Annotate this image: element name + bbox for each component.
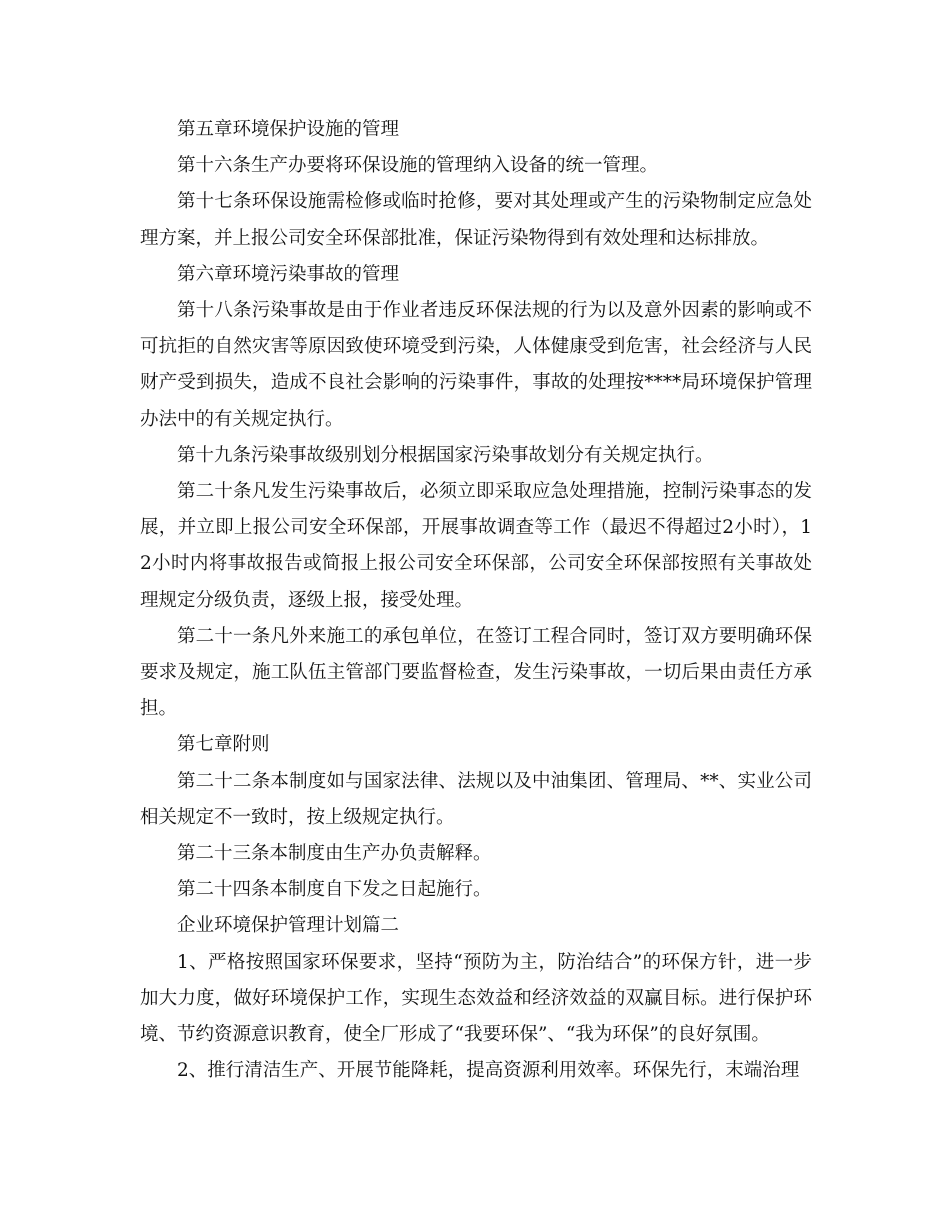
article-19: 第十九条污染事故级别划分根据国家污染事故划分有关规定执行。 <box>177 444 714 466</box>
article-20: 第二十条凡发生污染事故后，必须立即采取应急处理措施，控制污染事态的发展，并立即上报公司安全环保部，开展事故调查等工作（最迟不得超过2小时），12小时内将事故报告或简报上报公司安全环保部，公司安全环保部按照有关事故处理规定分级负责，逐级上报，接受处理。 <box>140 481 812 611</box>
article-16: 第十六条生产办要将环保设施的管理纳入设备的统一管理。 <box>177 155 659 177</box>
article-17: 第十七条环保设施需检修或临时抢修，要对其处理或产生的污染物制定应急处理方案，并上报公司安全环保部批准，保证污染物得到有效处理和达标排放。 <box>140 191 812 249</box>
plan-item-2: 2、推行清洁生产、开展节能降耗，提高资源利用效率。环保先行，末端治理 <box>177 1060 800 1082</box>
article-22: 第二十二条本制度如与国家法律、法规以及中油集团、管理局、**、实业公司相关规定不一致时，按上级规定执行。 <box>140 770 812 828</box>
article-23: 第二十三条本制度由生产办负责解释。 <box>177 843 492 865</box>
chapter-heading-6: 第六章环境污染事故的管理 <box>177 263 400 285</box>
chapter-heading-5: 第五章环境保护设施的管理 <box>177 119 400 140</box>
article-24: 第二十四条本制度自下发之日起施行。 <box>177 879 492 901</box>
document-body <box>140 112 812 1089</box>
article-18: 第十八条污染事故是由于作业者违反环保法规的行为以及意外因素的影响或不可抗拒的自然灾害等原因致使环境受到污染，人体健康受到危害，社会经济与人民财产受到损失，造成不良社会影响的污染事件，事故的处理按****局环境保护管理办法中的有关规定执行。 <box>140 300 812 430</box>
article-21: 第二十一条凡外来施工的承包单位，在签订工程合同时，签订双方要明确环保要求及规定，施工队伍主管部门要监督检查，发生污染事故，一切后果由责任方承担。 <box>140 625 812 720</box>
plan-item-1: 1、严格按照国家环保要求，坚持“预防为主，防治结合”的环保方针，进一步加大力度，做好环境保护工作，实现生态效益和经济效益的双赢目标。进行保护环境、节约资源意识教育，使全厂形成了“我要环保”、“我为环保”的良好氛围。 <box>140 951 812 1046</box>
section-heading-part-2: 企业环境保护管理计划篇二 <box>177 915 400 937</box>
chapter-heading-7: 第七章附则 <box>177 734 270 756</box>
